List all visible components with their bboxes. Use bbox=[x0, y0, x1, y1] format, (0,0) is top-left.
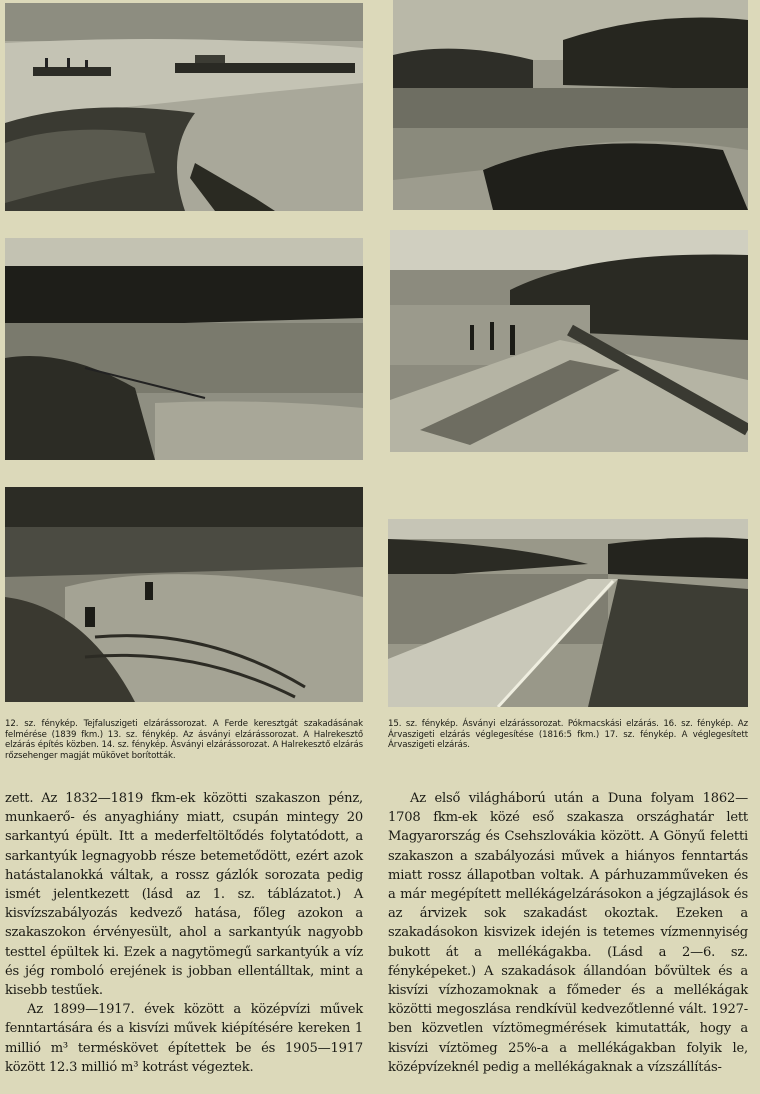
paragraph: Az első világháború után a Duna folyam 1862—1708 fkm-ek közé eső szakasza országhatár lett Magyarország és Csehszlovákia között. A Gönyű feletti szakaszon a szabályozási művek a hiányos fenntartás miatt rossz állapotban voltak. A párhuzamműveken és a már megépített mellékágelzárásokon a jégzajlások és az árvizek sok szakadást okoztak. Ezeken a szakadásokon kisvizek idején is tetemes vízmennyiség bukott át a mellékágakba. (Lásd a 2—6. sz. fényképeket.) A szakadások állandóan bővültek és a kisvízi vízhozamoknak a főmeder és a mellékágak közötti megoszlása rendkívül kedvezőtlenné vált. 1927-ben közvetlen víztömegmérések kimutatták, hogy a kisvízi víztömeg 25%-a a mellékágakban folyik le, középvízeknél pedig a mellékágaknak a vízszállítás- bbox=[388, 791, 748, 1075]
photo-caption-left: 12. sz. fénykép. Tejfaluszigeti elzárássorozat. A Ferde keresztgát szakadásának felmérése (1839 fkm.) 13. sz. fénykép. Az ásványi elzárássorozat. A Halrekesztő elzárás építés közben. 14. sz. fénykép. Ásványi elzárássorozat. A Halrekesztő elzárás rőzsehenger magját mükövet borították. bbox=[5, 719, 363, 761]
photo-16-image bbox=[390, 230, 748, 452]
text-column-left bbox=[5, 789, 363, 1077]
photo-17-image bbox=[388, 519, 748, 707]
photo-16 bbox=[390, 230, 748, 452]
photo-12-image bbox=[5, 3, 363, 211]
photo-14-image bbox=[5, 487, 363, 702]
photo-caption-right: 15. sz. fénykép. Ásványi elzárássorozat. Pókmacskási elzárás. 16. sz. fénykép. Az Árvaszigeti elzárás véglegesítése (1816:5 fkm.) 17. sz. fénykép. A véglegesített Árvaszigeti elzárás. bbox=[388, 719, 748, 750]
photo-15-image bbox=[393, 0, 748, 210]
paragraph: zett. Az 1832—1819 fkm-ek közötti szakaszon pénz, munkaerő- és anyaghiány miatt, csupán mintegy 20 sarkantyú épült. Itt a mederfeltöltődés folytatódott, a sarkantyúk legnagyobb része betemetődött, ezért azok hatástalanokká váltak, a rossz gázlók sorozata pedig ismét jelentkezett (lásd az 1. sz. táblázatot.) A kisvízszabályozás kedvező hatása, főleg azokon a szakaszokon érvényesült, ahol a sarkantyúk nagyobb testtel épültek ki. Ezek a nagytömegű sarkantyúk a víz és jég romboló erejének is jobban ellentálltak, mint a kisebb testűek. bbox=[5, 791, 363, 999]
photo-17 bbox=[388, 519, 748, 707]
photo-14 bbox=[5, 487, 363, 702]
photo-13-image bbox=[5, 238, 363, 460]
photo-15 bbox=[393, 0, 748, 210]
photo-12 bbox=[5, 3, 363, 211]
photo-13 bbox=[5, 238, 363, 460]
text-column-right bbox=[388, 789, 748, 1077]
paragraph: Az 1899—1917. évek között a középvízi művek fenntartására és a kisvízi művek kiépítésére kereken 1 millió m³ terméskövet építettek be és 1905—1917 között 12.3 millió m³ kotrást végeztek. bbox=[5, 1002, 363, 1075]
